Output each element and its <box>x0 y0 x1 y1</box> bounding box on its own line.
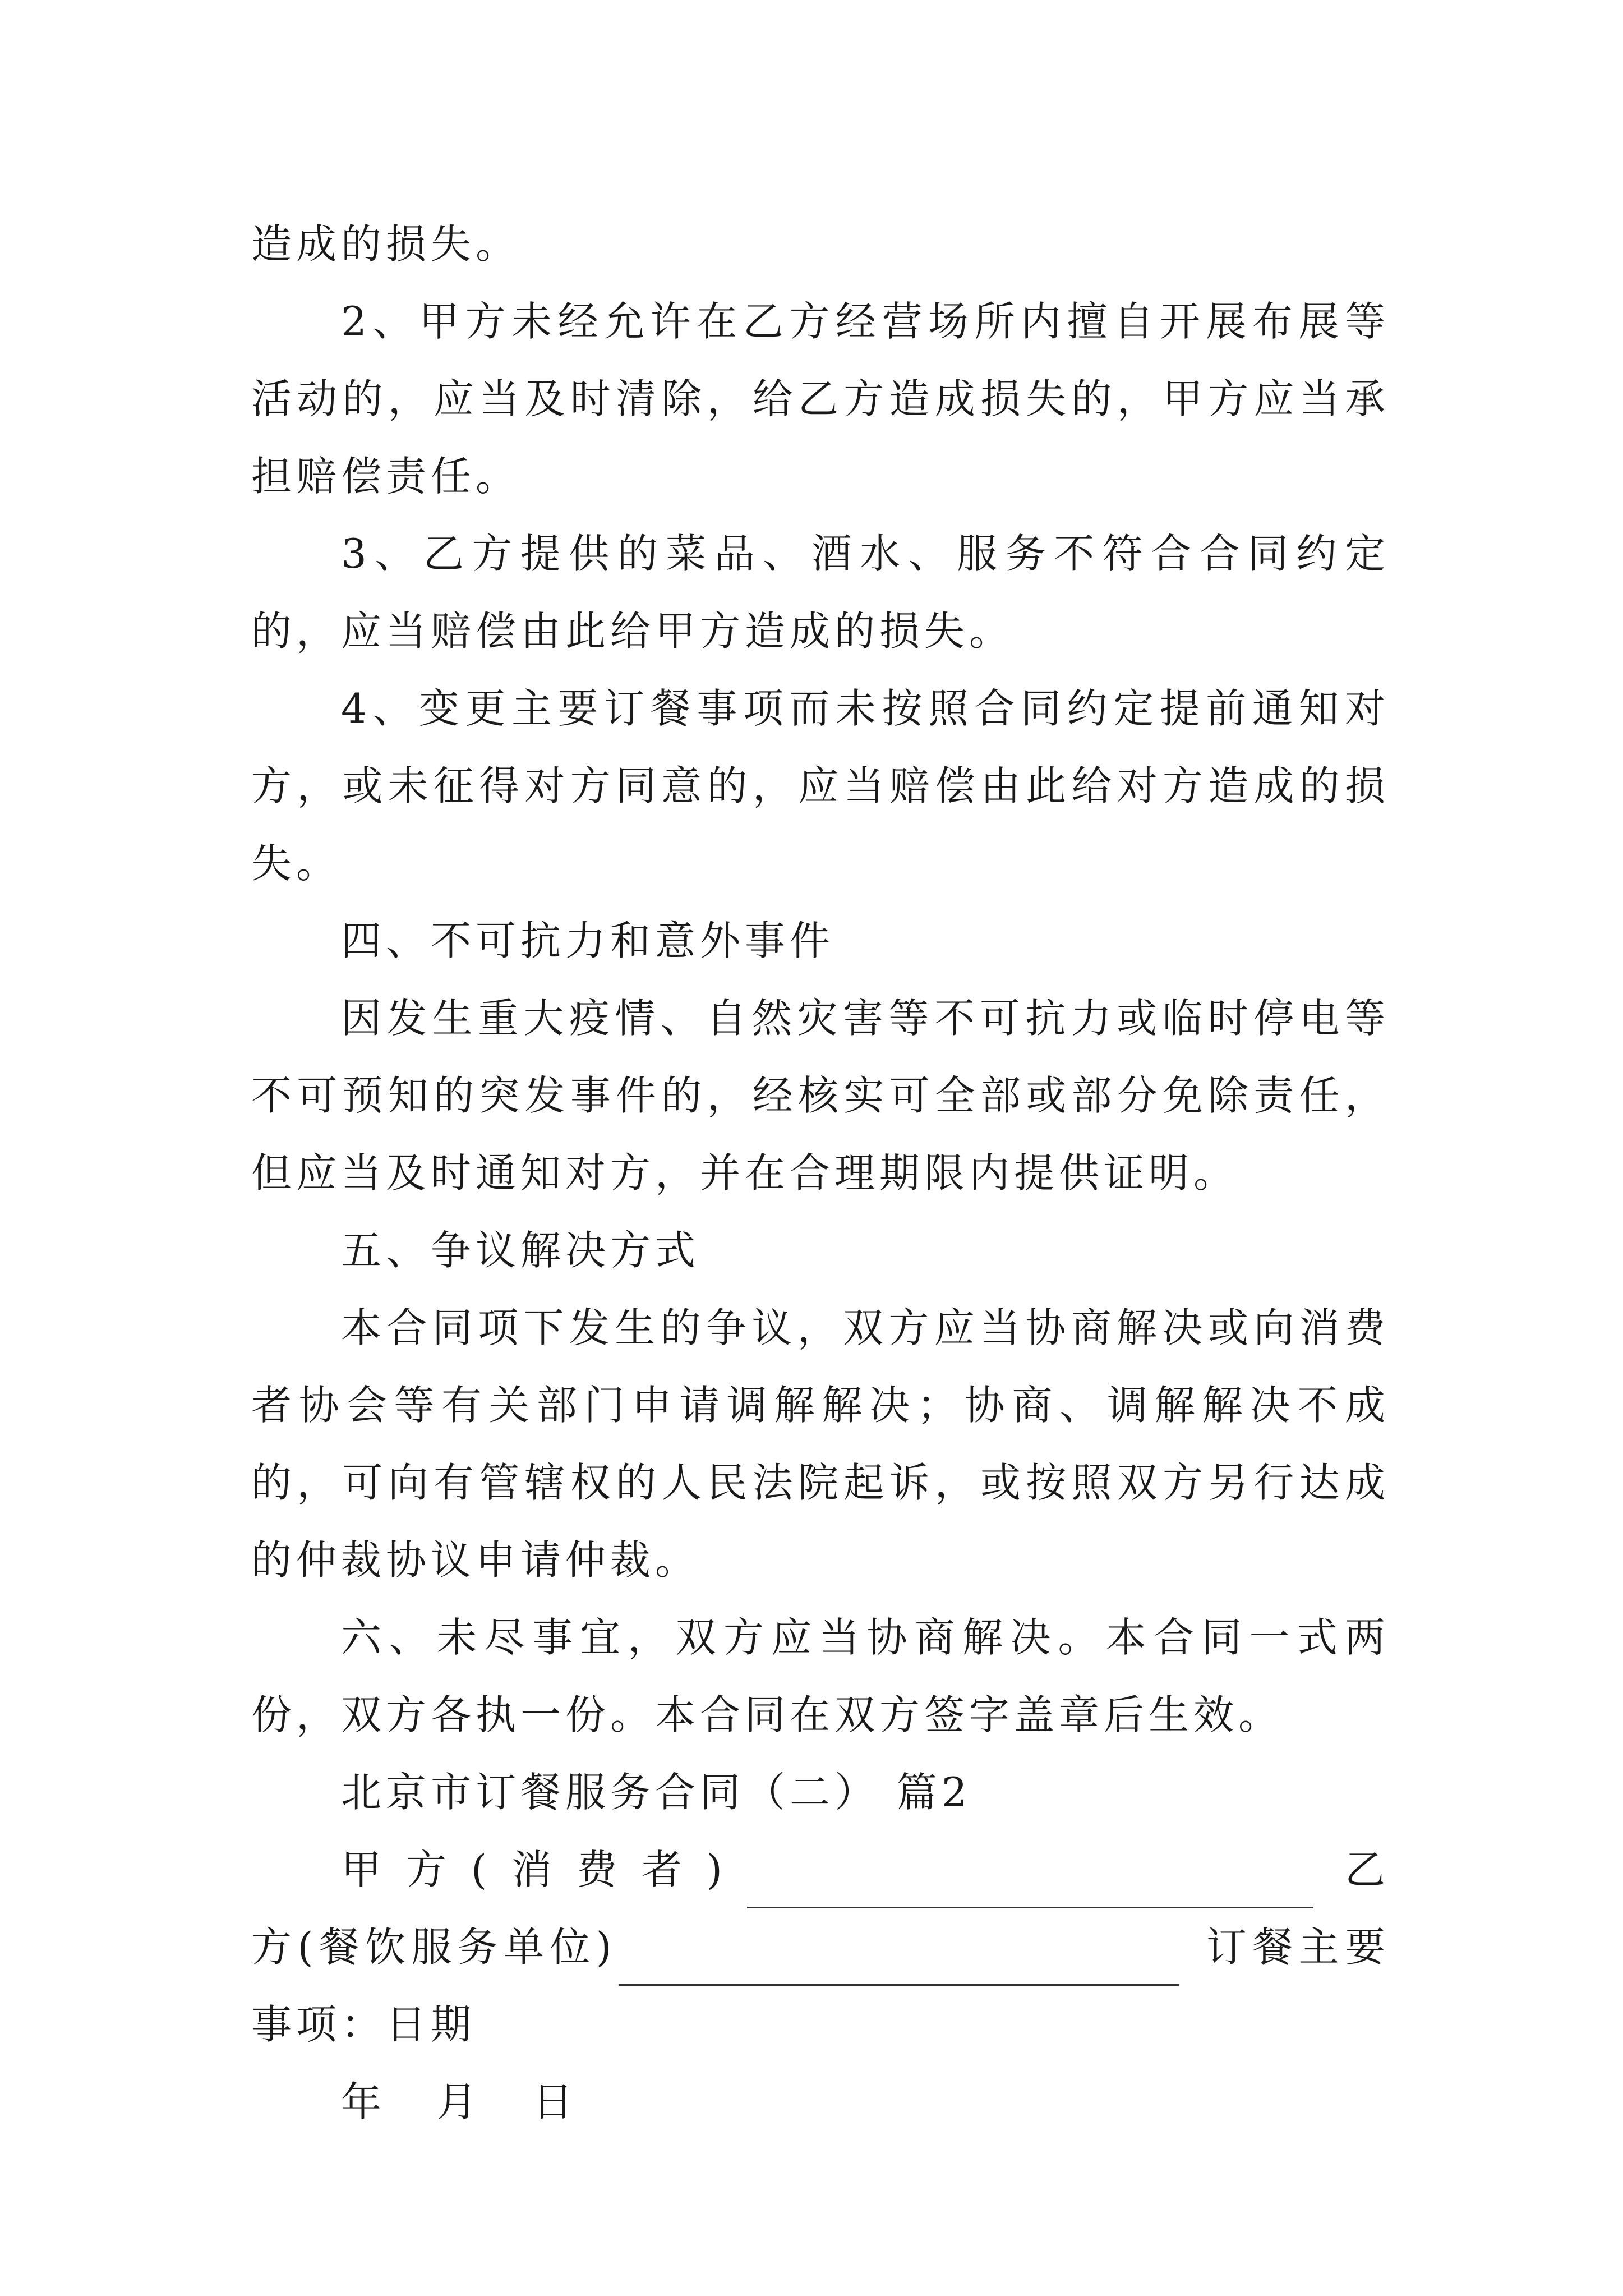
contract-title: 北京市订餐服务合同（二） 篇2 <box>341 1769 972 1816</box>
items-label-start: 订餐主要事 <box>251 1924 1390 2048</box>
date-line <box>251 2063 1390 2141</box>
party-b-blank[interactable] <box>619 1930 1179 1986</box>
party-b-label-start: 乙方 <box>251 1846 1390 1971</box>
paragraph-clause-3: 3、乙方提供的菜品、酒水、服务不符合合同约定的，应当赔偿由此给甲方造成的损失。 <box>251 530 1390 655</box>
document-body <box>251 205 1390 2141</box>
paragraph-dispute: 本合同项下发生的争议，双方应当协商解决或向消费者协会等有关部门申请调解解决；协商、调解解决不成的，可向有管辖权的人民法院起诉，或按照双方另行达成的仲裁协议申请仲裁。 <box>251 1304 1390 1584</box>
items-label-rest: 项：日期 <box>296 2001 476 2048</box>
party-line <box>251 1831 1390 2063</box>
party-a-blank[interactable] <box>747 1853 1313 1908</box>
paragraph-miscellaneous: 六、未尽事宜，双方应当协商解决。本合同一式两份，双方各执一份。本合同在双方签字盖章后生效。 <box>251 1614 1390 1738</box>
section-heading-force-majeure: 四、不可抗力和意外事件 <box>341 917 835 964</box>
paragraph-clause-4: 4、变更主要订餐事项而未按照合同约定提前通知对方，或未征得对方同意的，应当赔偿由此给对方造成的损失。 <box>251 685 1390 887</box>
date-label: 年 月 日 <box>341 2078 594 2125</box>
paragraph-force-majeure: 因发生重大疫情、自然灾害等不可抗力或临时停电等不可预知的突发事件的，经核实可全部或部分免除责任，但应当及时通知对方，并在合理期限内提供证明。 <box>251 995 1390 1197</box>
section-heading-dispute: 五、争议解决方式 <box>341 1227 700 1274</box>
party-a-label: 甲方(消费者) <box>341 1846 744 1893</box>
party-b-label-rest: (餐饮服务单位) <box>297 1924 616 1971</box>
paragraph-loss-end: 造成的损失。 <box>251 220 521 268</box>
paragraph-clause-2: 2、甲方未经允许在乙方经营场所内擅自开展布展等活动的，应当及时清除，给乙方造成损失的，甲方应当承担赔偿责任。 <box>251 298 1390 500</box>
